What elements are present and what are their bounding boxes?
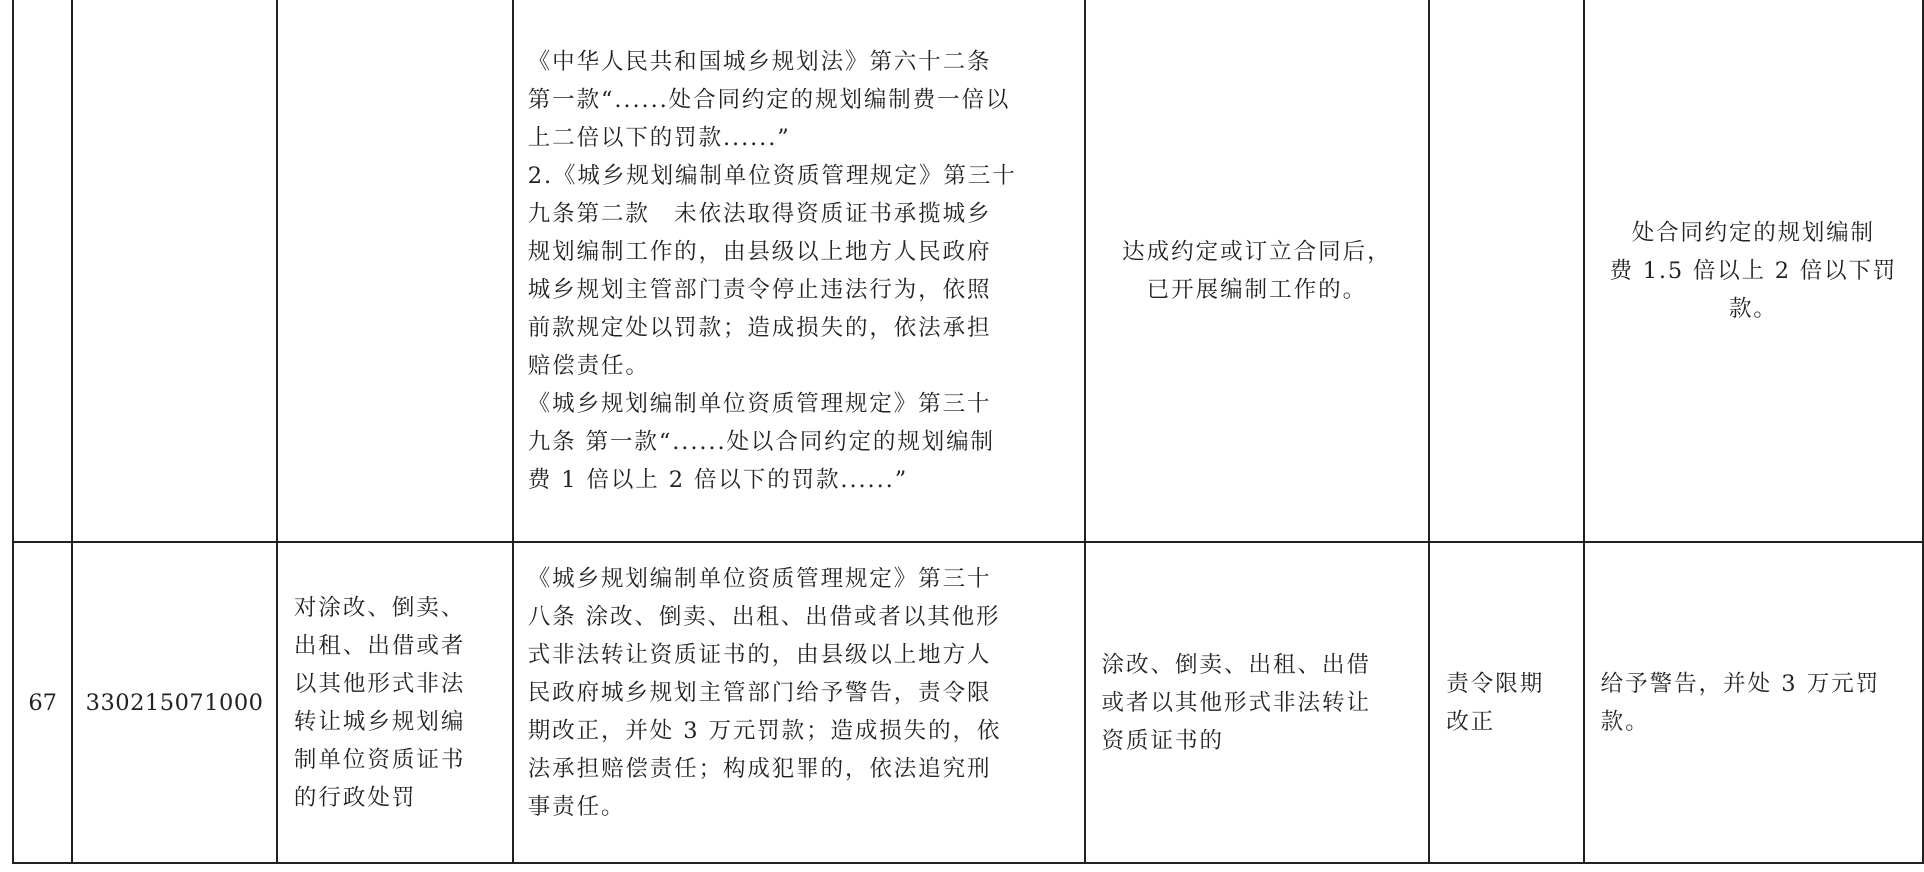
seq-cell: 67 bbox=[13, 542, 72, 863]
penalty-table bbox=[12, 0, 1924, 864]
legal-basis-cell: 《中华人民共和国城乡规划法》第六十二条 第一款“......处合同约定的规划编制费一倍以 上二倍以下的罚款......” 2.《城乡规划编制单位资质管理规定》第三十 九条第二款 未依法取得资质证书承揽城乡 规划编制工作的，由县级以上地方人民政府 城乡规划主管部门责令停止违法行为，依照 前款规定处以罚款；造成损失的，依法承担 赔偿责任。 《城乡规划编制单位资质管理规定》第三十 九条 第一款“......处以合同约定的规划编制 费 1 倍以上 2 倍以下的罚款......” bbox=[513, 0, 1085, 542]
item-cell: 对涂改、倒卖、 出租、出借或者 以其他形式非法 转让城乡规划编 制单位资质证书 的行政处罚 bbox=[277, 542, 513, 863]
item-cell bbox=[277, 0, 513, 542]
table-row bbox=[13, 0, 1923, 542]
correction-cell: 责令限期 改正 bbox=[1429, 542, 1583, 863]
seq-cell bbox=[13, 0, 72, 542]
code-cell bbox=[72, 0, 277, 542]
correction-cell bbox=[1429, 0, 1583, 542]
penalty-standard-cell: 给予警告，并处 3 万元罚 款。 bbox=[1584, 542, 1923, 863]
legal-basis-cell: 《城乡规划编制单位资质管理规定》第三十 八条 涂改、倒卖、出租、出借或者以其他形 式非法转让资质证书的，由县级以上地方人 民政府城乡规划主管部门给予警告，责令限 期改正，并处 3 万元罚款；造成损失的，依 法承担赔偿责任；构成犯罪的，依法追究刑 事责任。 bbox=[513, 542, 1085, 863]
violation-condition-cell: 涂改、倒卖、出租、出借 或者以其他形式非法转让 资质证书的 bbox=[1085, 542, 1430, 863]
code-cell: 330215071000 bbox=[72, 542, 277, 863]
penalty-standard-cell: 处合同约定的规划编制 费 1.5 倍以上 2 倍以下罚 款。 bbox=[1584, 0, 1923, 542]
table-row bbox=[13, 542, 1923, 863]
violation-condition-cell: 达成约定或订立合同后， 已开展编制工作的。 bbox=[1085, 0, 1430, 542]
